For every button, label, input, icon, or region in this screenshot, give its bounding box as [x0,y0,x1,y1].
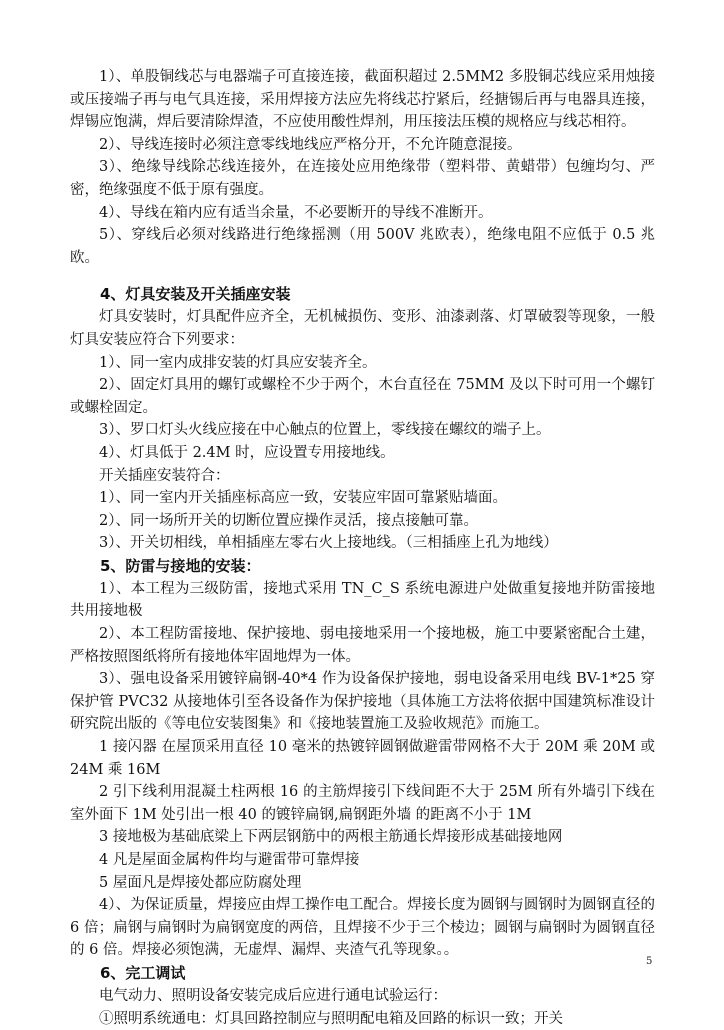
document-body [70,66,655,1030]
paragraph: 2）、固定灯具用的螺钉或螺栓不少于两个，木台直径在 75MM 及以下时可用一个螺钉或螺栓固定。 [70,377,655,416]
paragraph: 5 屋面凡是焊接处都应防腐处理 [99,874,302,891]
paragraph: 3）、罗口灯头火线应接在中心触点的位置上，零线接在螺纹的端子上。 [99,422,551,439]
paragraph: 2）、同一场所开关的切断位置应操作灵活，接点接触可靠。 [99,512,478,529]
paragraph: 1）、单股铜线芯与电器端子可直接连接，截面积超过 2.5MM2 多股铜芯线应采用烛接或压接端子再与电气具连接，采用焊接方法应先将线芯拧紧后，经搪锡后再与电器具连接，焊锡应饱满，焊后要清除焊渣，不应使用酸性焊剂，用压接法压模的规格应与线芯相符。 [70,69,655,131]
section-heading-6: 6、完工调试 [100,963,186,982]
paragraph: ①照明系统通电：灯具回路控制应与照明配电箱及回路的标识一致；开关 [99,1010,563,1027]
paragraph: 4）、导线在箱内应有适当余量，不必要断开的导线不准断开。 [99,204,493,221]
paragraph: 1 接闪器 在屋顶采用直径 10 毫米的热镀锌圆钢做避雷带网格不大于 20M 乘 20M 或 24M 乘 16M [70,739,655,778]
paragraph: 2）、本工程防雷接地、保护接地、弱电接地采用一个接地极，施工中要紧密配合土建，严格按照图纸将所有接地体牢固地焊为一体。 [70,626,655,665]
paragraph: 开关插座安装符合： [99,467,230,484]
paragraph: 2 引下线利用混凝土柱两根 16 的主筋焊接引下线间距不大于 25M 所有外墙引下线在室外面下 1M 处引出一根 40 的镀锌扁钢,扁钢距外墙 的距离不小于 1M [70,784,655,823]
section-heading-4: 4、灯具安装及开关插座安装 [100,285,291,304]
paragraph: 1）、同一室内成排安装的灯具应安装齐全。 [99,354,377,371]
paragraph: 1）、本工程为三级防雷，接地式采用 TN_C_S 系统电源进户处做重复接地并防雷接地共用接地极 [70,580,655,620]
paragraph: 4）、灯具低于 2.4M 时，应设置专用接地线。 [99,444,395,461]
section-spacer [70,269,655,283]
paragraph: 3 接地极为基础底梁上下两层钢筋中的两根主筋通长焊接形成基础接地网 [99,829,563,846]
paragraph: 灯具安装时，灯具配件应齐全，无机械损伤、变形、油漆剥落、灯罩破裂等现象，一般灯具安装应符合下列要求： [70,309,655,348]
page-number: 5 [646,956,653,967]
paragraph: 4 凡是屋面金属构件均与避雷带可靠焊接 [99,852,360,868]
paragraph: 3）、强电设备采用镀锌扁钢-40*4 作为设备保护接地，弱电设备采用电线 BV-1*25 穿保护管 PVC32 从接地体引至各设备作为保护接地（具体施工方法将依据中国建筑标准设计研究院出版的《等电位安装图集》和《接地装置施工及验收规范》而施工。 [70,671,655,733]
section-heading-5: 5、防雷与接地的安装： [100,556,261,575]
paragraph: 1）、同一室内开关插座标高应一致，安装应牢固可靠紧贴墙面。 [99,490,507,507]
paragraph: 3）、绝缘导线除芯线连接外，在连接处应用绝缘带（塑料带、黄蜡带）包缠均匀、严密，绝缘强度不低于原有强度。 [70,159,655,198]
paragraph: 5）、穿线后必须对线路进行绝缘摇测（用 500V 兆欧表），绝缘电阻不应低于 0.5 兆欧。 [70,227,655,266]
paragraph: 电气动力、照明设备安装完成后应进行通电试验运行： [99,987,447,1004]
paragraph: 3）、开关切相线，单相插座左零右火上接地线。（三相插座上孔为地线） [99,535,558,552]
paragraph: 4）、为保证质量，焊接应由焊工操作电工配合。焊接长度为圆钢与圆钢时为圆钢直径的 6 倍；扁钢与扁钢时为扁钢宽度的两倍，且焊接不少于三个棱边；圆钢与扁钢时为圆钢直径的 6 倍。焊接必须饱满，无虚焊、漏焊、夹渣气孔等现象。。 [70,897,655,959]
paragraph: 2）、导线连接时必须注意零线地线应严格分开，不允许随意混接。 [99,136,522,153]
